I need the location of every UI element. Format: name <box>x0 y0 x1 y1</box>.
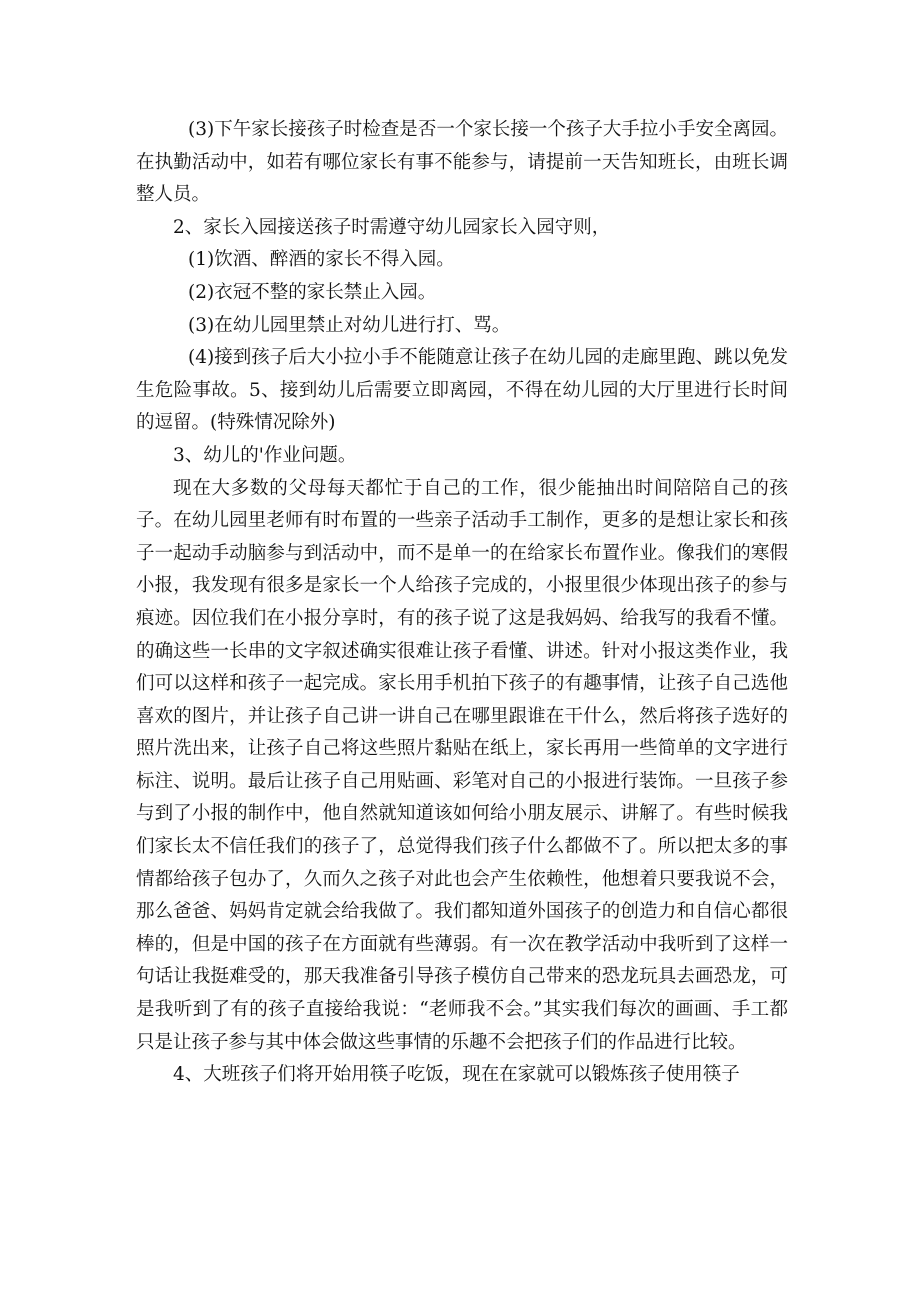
paragraph-homework-heading: 3、幼儿的'作业问题。 <box>173 444 357 466</box>
paragraph-rule-3: (3)在幼儿园里禁止对幼儿进行打、骂。 <box>188 314 511 336</box>
paragraph-pickup-check: (3)下午家长接孩子时检查是否一个家长接一个孩子大手拉小手安全离园。在执勤活动中，如若有哪位家长有事不能参与，请提前一天告知班长，由班长调整人员。 <box>136 119 788 206</box>
paragraph-rule-1: (1)饮酒、醉酒的家长不得入园。 <box>188 249 455 271</box>
paragraph-rules-heading: 2、家长入园接送孩子时需遵守幼儿园家长入园守则， <box>173 216 611 238</box>
paragraph-rule-2: (2)衣冠不整的家长禁止入园。 <box>188 281 437 303</box>
paragraph-rule-4: (4)接到孩子后大小拉小手不能随意让孩子在幼儿园的走廊里跑、跳以免发生危险事故。5、接到幼儿后需要立即离园，不得在幼儿园的大厅里进行长时间的逗留。(特殊情况除外) <box>136 347 788 434</box>
paragraph-homework-body: 现在大多数的父母每天都忙于自己的工作，很少能抽出时间陪陪自己的孩子。在幼儿园里老师有时布置的一些亲子活动手工制作，更多的是想让家长和孩子一起动手动脑参与到活动中，而不是单一的在给家长布置作业。像我们的寒假小报，我发现有很多是家长一个人给孩子完成的，小报里很少体现出孩子的参与痕迹。因位我们在小报分享时，有的孩子说了这是我妈妈、给我写的我看不懂。的确这些一长串的文字叙述确实很难让孩子看懂、讲述。针对小报这类作业，我们可以这样和孩子一起完成。家长用手机拍下孩子的有趣事情，让孩子自己选他喜欢的图片，并让孩子自己讲一讲自己在哪里跟谁在干什么，然后将孩子选好的照片洗出来，让孩子自己将这些照片黏贴在纸上，家长再用一些简单的文字进行标注、说明。最后让孩子自己用贴画、彩笔对自己的小报进行装饰。一旦孩子参与到了小报的制作中，他自然就知道该如何给小朋友展示、讲解了。有些时候我们家长太不信任我们的孩子了，总觉得我们孩子什么都做不了。所以把太多的事情都给孩子包办了，久而久之孩子对此也会产生依赖性，他想着只要我说不会，那么爸爸、妈妈肯定就会给我做了。我们都知道外国孩子的创造力和自信心都很棒的，但是中国的孩子在方面就有些薄弱。有一次在教学活动中我听到了这样一句话让我挺难受的，那天我准备引导孩子模仿自己带来的恐龙玩具去画恐龙，可是我听到了有的孩子直接给我说：“老师我不会。”其实我们每次的画画、手工都只是让孩子参与其中体会做这些事情的乐趣不会把孩子们的作品进行比较。 <box>136 477 788 1053</box>
document-body <box>136 114 788 1092</box>
paragraph-chopsticks: 4、大班孩子们将开始用筷子吃饭，现在在家就可以锻炼孩子使用筷子 <box>173 1064 740 1086</box>
